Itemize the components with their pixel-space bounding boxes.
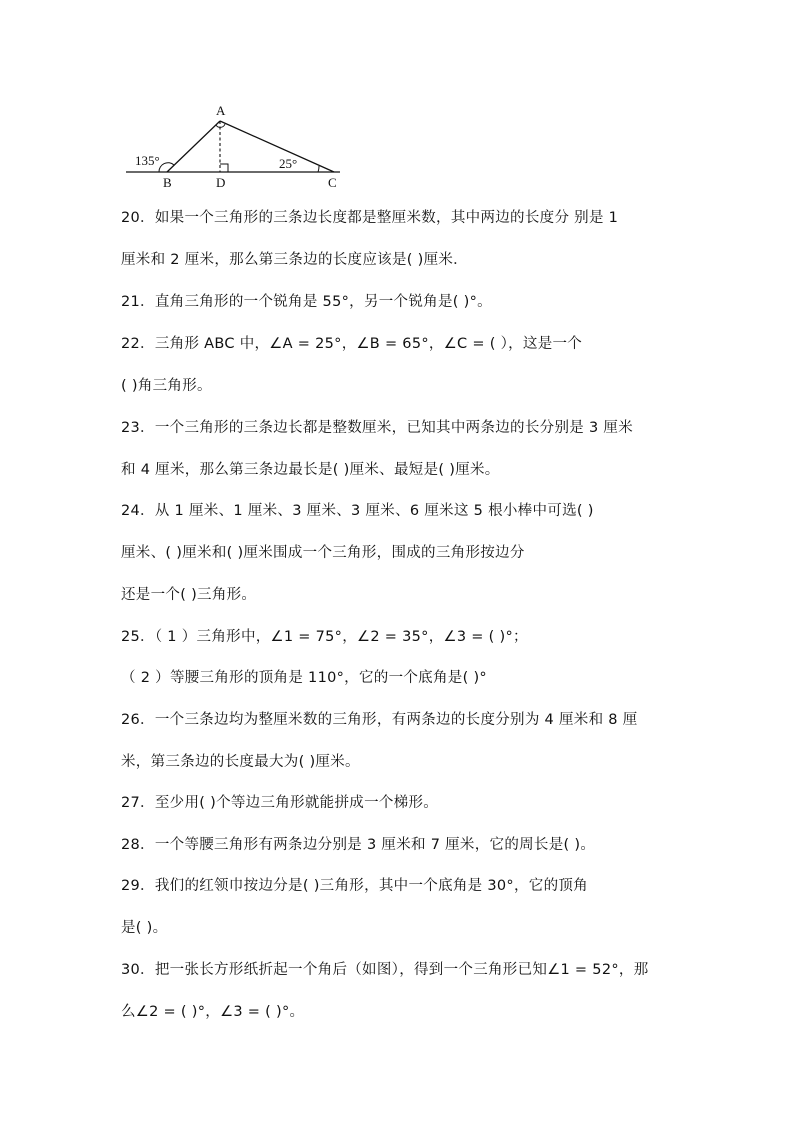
angle-c-arc [318, 166, 319, 172]
right-angle-mark [220, 164, 228, 172]
q21-line-1: 21．直角三角形的一个锐角是 55°，另一个锐角是( )°。 [121, 294, 492, 310]
label-d: D [216, 175, 226, 190]
q23-line-2: 和 4 厘米，那么第三条边最长是( )厘米、最短是( )厘米。 [121, 462, 500, 478]
q30-line-1: 30．把一张长方形纸折起一个角后（如图），得到一个三角形已知∠1 = 52°，那 [121, 962, 649, 978]
label-a: A [216, 103, 226, 118]
triangle-diagram [122, 100, 354, 192]
q25-line-2: （ 2 ）等腰三角形的顶角是 110°，它的一个底角是( )° [121, 670, 487, 686]
label-angle-c: 25° [279, 156, 298, 171]
q26-line-2: 米，第三条边的长度最大为( )厘米。 [121, 754, 360, 770]
side-ab [167, 121, 220, 172]
q23-line-1: 23．一个三角形的三条边长都是整数厘米，已知其中两条边的长分别是 3 厘米 [121, 420, 633, 436]
q29-line-1: 29．我们的红领巾按边分是( )三角形，其中一个底角是 30°，它的顶角 [121, 878, 588, 894]
q24-line-2: 厘米、( )厘米和( )厘米围成一个三角形，围成的三角形按边分 [121, 545, 525, 561]
q22-line-2: ( )角三角形。 [121, 378, 212, 394]
q22-line-1: 22．三角形 ABC 中，∠A = 25°，∠B = 65°，∠C = ( ），这是一个 [121, 336, 583, 352]
q24-line-1: 24．从 1 厘米、1 厘米、3 厘米、3 厘米、6 厘米这 5 根小棒中可选( ) [121, 503, 594, 519]
q30-line-2: 么∠2 = ( )°，∠3 = ( )°。 [121, 1004, 305, 1020]
label-angle-b: 135° [135, 153, 160, 168]
label-c: C [328, 175, 337, 190]
q26-line-1: 26．一个三条边均为整厘米数的三角形，有两条边的长度分别为 4 厘米和 8 厘 [121, 712, 638, 728]
q20-line-2: 厘米和 2 厘米，那么第三条边的长度应该是( )厘米． [121, 252, 468, 268]
triangle-figure [122, 100, 354, 192]
q24-line-3: 还是一个( )三角形。 [121, 587, 257, 603]
q27-line-1: 27．至少用( )个等边三角形就能拼成一个梯形。 [121, 795, 439, 811]
q28-line-1: 28．一个等腰三角形有两条边分别是 3 厘米和 7 厘米，它的周长是( )。 [121, 837, 596, 853]
side-ac [220, 121, 334, 172]
q20-line-1: 20．如果一个三角形的三条边长度都是整厘米数，其中两边的长度分 别是 1 [121, 210, 619, 226]
q25-line-1: 25．（ 1 ）三角形中，∠1 = 75°，∠2 = 35°，∠3 = ( )°； [121, 629, 528, 645]
q29-line-2: 是( )。 [121, 920, 168, 936]
label-b: B [163, 175, 172, 190]
